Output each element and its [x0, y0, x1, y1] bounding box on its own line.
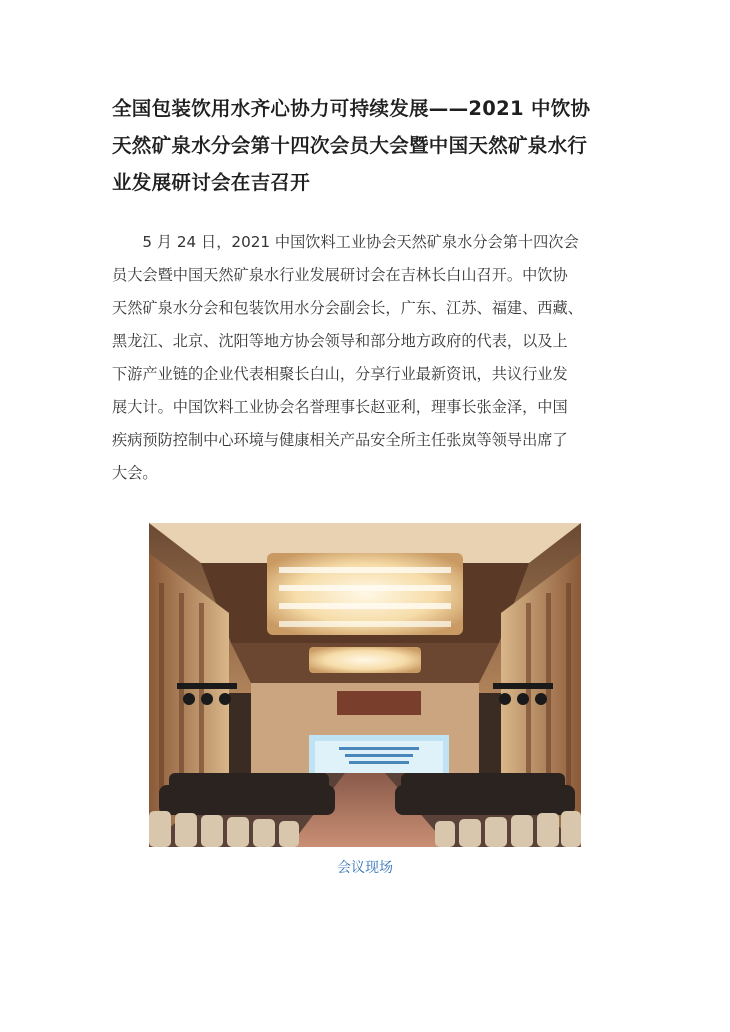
- article-body: [112, 226, 632, 490]
- body-line: 下游产业链的企业代表相聚长白山，分享行业最新资讯，共议行业发: [112, 365, 568, 383]
- body-line: 大会。: [112, 464, 158, 482]
- body-line: 黑龙江、北京、沈阳等地方协会领导和部分地方政府的代表，以及上: [112, 332, 568, 350]
- body-line: 员大会暨中国天然矿泉水行业发展研讨会在吉林长白山召开。中饮协: [112, 266, 568, 284]
- title-line: 业发展研讨会在吉召开: [112, 171, 311, 194]
- article-title: [112, 90, 632, 201]
- body-line: 展大计。中国饮料工业协会名誉理事长赵亚利，理事长张金泽，中国: [112, 398, 568, 416]
- conference-photo: [149, 523, 581, 847]
- body-line: 疾病预防控制中心环境与健康相关产品安全所主任张岚等领导出席了: [112, 431, 568, 449]
- title-line: 天然矿泉水分会第十四次会员大会暨中国天然矿泉水行: [112, 134, 588, 157]
- photo-caption: 会议现场: [337, 860, 393, 876]
- title-line: 全国包装饮用水齐心协力可持续发展——2021 中饮协: [112, 97, 591, 120]
- body-line: 天然矿泉水分会和包装饮用水分会副会长，广东、江苏、福建、西藏、: [112, 299, 583, 317]
- body-line: 5 月 24 日，2021 中国饮料工业协会天然矿泉水分会第十四次会: [112, 233, 579, 251]
